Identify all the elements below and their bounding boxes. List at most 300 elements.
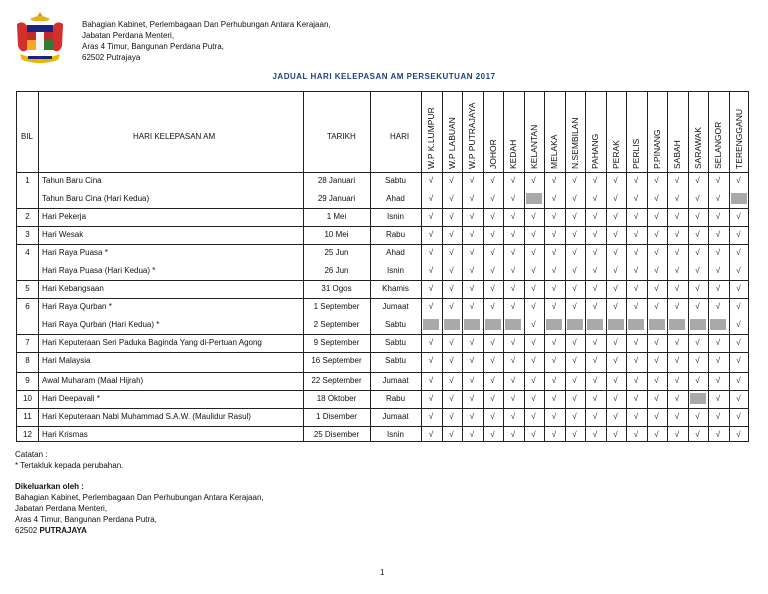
holiday-tick: √ [736, 430, 741, 439]
holiday-tick: √ [469, 212, 475, 221]
holiday-tick: √ [695, 176, 700, 185]
row-divider [17, 390, 748, 391]
row-divider [17, 208, 748, 209]
notes-text: * Tertakluk kepada perubahan. [15, 461, 124, 470]
holiday-tick: √ [490, 284, 495, 293]
holiday-date: 2 September [313, 320, 360, 329]
holiday-tick: √ [551, 412, 557, 421]
holiday-tick: √ [674, 412, 680, 421]
notes-section [15, 449, 264, 536]
holiday-tick: √ [551, 266, 557, 275]
not-holiday-cell [464, 319, 480, 330]
holiday-tick: √ [613, 176, 618, 185]
holiday-tick: √ [613, 266, 618, 275]
row-number: 7 [25, 338, 30, 347]
holiday-tick: √ [428, 302, 434, 311]
holiday-tick: √ [510, 212, 516, 221]
holiday-tick: √ [695, 430, 700, 439]
holiday-tick: √ [736, 394, 741, 403]
holiday-tick: √ [736, 412, 741, 421]
holiday-tick: √ [633, 356, 639, 365]
state-column-header: KELANTAN [528, 124, 539, 169]
holiday-tick: √ [592, 266, 598, 275]
holiday-date: 28 Januari [317, 176, 356, 185]
row-number: 10 [23, 394, 32, 403]
holiday-tick: √ [633, 248, 639, 257]
holiday-tick: √ [572, 430, 577, 439]
holiday-tick: √ [715, 212, 721, 221]
row-number: 12 [23, 430, 32, 439]
holiday-tick: √ [613, 394, 618, 403]
holiday-tick: √ [531, 394, 536, 403]
holiday-tick: √ [449, 430, 454, 439]
holiday-tick: √ [510, 412, 516, 421]
holiday-tick: √ [449, 266, 454, 275]
holiday-tick: √ [510, 230, 516, 239]
holiday-tick: √ [428, 376, 434, 385]
holiday-day: Sabtu [385, 320, 406, 329]
holiday-tick: √ [449, 194, 454, 203]
holiday-tick: √ [490, 248, 495, 257]
holiday-tick: √ [428, 394, 434, 403]
holiday-date: 25 Disember [313, 430, 360, 439]
holiday-tick: √ [674, 356, 680, 365]
holiday-date: 25 Jun [324, 248, 349, 257]
row-number: 6 [25, 302, 30, 311]
issued-by-label: Dikeluarkan oleh : [15, 482, 84, 491]
city: PUTRAJAYA [39, 526, 87, 535]
holiday-day: Ahad [386, 194, 405, 203]
state-column-header: PAHANG [590, 133, 600, 169]
holiday-date: 31 Ogos [321, 284, 352, 293]
holiday-tick: √ [510, 248, 516, 257]
holiday-tick: √ [674, 176, 680, 185]
header-divider [17, 172, 748, 173]
holiday-tick: √ [654, 376, 659, 385]
holiday-tick: √ [674, 302, 680, 311]
holiday-tick: √ [469, 356, 475, 365]
column-divider [38, 92, 39, 441]
holiday-tick: √ [674, 394, 680, 403]
holiday-tick: √ [449, 302, 454, 311]
holiday-tick: √ [490, 194, 495, 203]
holiday-tick: √ [572, 230, 577, 239]
row-divider [17, 408, 748, 409]
holiday-tick: √ [633, 338, 639, 347]
holiday-name: Hari Keputeraan Seri Paduka Baginda Yang di-Pertuan Agong [42, 338, 262, 347]
holiday-date: 22 September [311, 376, 362, 385]
holiday-name: Hari Raya Puasa * [42, 248, 108, 257]
holiday-tick: √ [633, 176, 639, 185]
holiday-tick: √ [715, 302, 721, 311]
holiday-tick: √ [715, 338, 721, 347]
row-number: 1 [25, 176, 30, 185]
not-holiday-cell [505, 319, 521, 330]
holiday-tick: √ [469, 266, 475, 275]
holiday-tick: √ [592, 176, 598, 185]
holiday-tick: √ [490, 212, 495, 221]
header-line: 62502 Putrajaya [82, 53, 141, 62]
holiday-tick: √ [551, 176, 557, 185]
not-holiday-cell [587, 319, 603, 330]
holiday-tick: √ [490, 176, 495, 185]
holiday-tick: √ [654, 194, 659, 203]
issued-by-line: Jabatan Perdana Menteri, [15, 504, 108, 513]
holiday-name: Tahun Baru Cina [42, 176, 102, 185]
holiday-tick: √ [695, 376, 700, 385]
state-column-header: KEDAH [508, 139, 518, 169]
holiday-tick: √ [592, 338, 598, 347]
not-holiday-cell [526, 193, 542, 204]
holiday-tick: √ [633, 194, 639, 203]
holiday-tick: √ [654, 356, 659, 365]
holiday-tick: √ [633, 230, 639, 239]
holiday-day: Isnin [387, 266, 404, 275]
state-column-header: SELANGOR [713, 121, 723, 169]
holiday-date: 9 September [313, 338, 360, 347]
holiday-tick: √ [695, 194, 700, 203]
issued-by-postcode-line [15, 525, 264, 536]
holiday-tick: √ [715, 266, 721, 275]
holiday-tick: √ [449, 248, 454, 257]
holiday-date: 1 Disember [316, 412, 357, 421]
holiday-tick: √ [572, 412, 577, 421]
header-line: Aras 4 Timur, Bangunan Perdana Putra, [82, 42, 224, 51]
holiday-date: 16 September [311, 356, 362, 365]
holiday-tick: √ [531, 320, 536, 329]
holiday-tick: √ [633, 284, 639, 293]
holiday-tick: √ [428, 194, 434, 203]
holiday-tick: √ [428, 338, 434, 347]
holiday-tick: √ [592, 230, 598, 239]
holiday-tick: √ [510, 302, 516, 311]
holiday-tick: √ [428, 266, 434, 275]
row-divider [17, 426, 748, 427]
holiday-tick: √ [674, 376, 680, 385]
holiday-tick: √ [674, 230, 680, 239]
not-holiday-cell [485, 319, 501, 330]
holiday-tick: √ [592, 356, 598, 365]
holiday-tick: √ [695, 302, 700, 311]
page-number: 1 [380, 568, 385, 577]
holiday-tick: √ [736, 338, 741, 347]
holiday-day: Sabtu [385, 356, 406, 365]
holiday-tick: √ [449, 284, 454, 293]
holiday-tick: √ [674, 430, 680, 439]
not-holiday-cell [649, 319, 665, 330]
holiday-day: Sabtu [385, 338, 406, 347]
holiday-tick: √ [490, 430, 495, 439]
not-holiday-cell [690, 319, 706, 330]
not-holiday-cell [710, 319, 726, 330]
holiday-tick: √ [674, 338, 680, 347]
holiday-tick: √ [531, 266, 536, 275]
page-title: JADUAL HARI KELEPASAN AM PERSEKUTUAN 2017 [272, 72, 496, 81]
column-header-holiday: HARI KELEPASAN AM [133, 132, 216, 141]
holiday-tick: √ [715, 194, 721, 203]
holiday-name: Hari Raya Qurban * [42, 302, 112, 311]
holiday-tick: √ [674, 248, 680, 257]
holiday-tick: √ [490, 266, 495, 275]
holiday-tick: √ [449, 412, 454, 421]
column-header-day: HARI [390, 132, 410, 141]
holiday-tick: √ [510, 284, 516, 293]
not-holiday-cell [608, 319, 624, 330]
holiday-tick: √ [654, 176, 659, 185]
holiday-tick: √ [654, 412, 659, 421]
holiday-name: Hari Raya Puasa (Hari Kedua) * [42, 266, 156, 275]
holiday-tick: √ [715, 356, 721, 365]
holiday-table [16, 91, 749, 442]
holiday-date: 1 September [313, 302, 360, 311]
holiday-tick: √ [469, 412, 475, 421]
holiday-tick: √ [613, 248, 618, 257]
holiday-tick: √ [428, 430, 434, 439]
row-number: 3 [25, 230, 30, 239]
holiday-tick: √ [449, 356, 454, 365]
holiday-tick: √ [613, 302, 618, 311]
holiday-tick: √ [469, 194, 475, 203]
malaysia-coat-of-arms-logo [14, 10, 66, 68]
holiday-tick: √ [654, 284, 659, 293]
holiday-day: Jumaat [382, 412, 409, 421]
holiday-name: Hari Pekerja [42, 212, 87, 221]
holiday-tick: √ [654, 302, 659, 311]
holiday-tick: √ [592, 394, 598, 403]
holiday-tick: √ [510, 430, 516, 439]
holiday-tick: √ [572, 284, 577, 293]
state-column-header: MELAKA [549, 134, 559, 169]
holiday-tick: √ [572, 194, 577, 203]
holiday-tick: √ [715, 376, 721, 385]
holiday-tick: √ [531, 376, 536, 385]
holiday-tick: √ [510, 194, 516, 203]
holiday-tick: √ [736, 230, 741, 239]
holiday-tick: √ [469, 230, 475, 239]
holiday-tick: √ [510, 266, 516, 275]
holiday-tick: √ [551, 230, 557, 239]
holiday-name: Hari Malaysia [42, 356, 91, 365]
holiday-tick: √ [695, 266, 700, 275]
holiday-tick: √ [613, 430, 618, 439]
holiday-name: Hari Raya Qurban (Hari Kedua) * [42, 320, 160, 329]
holiday-tick: √ [531, 284, 536, 293]
holiday-day: Rabu [385, 230, 406, 239]
header-line: Jabatan Perdana Menteri, [82, 31, 175, 40]
holiday-tick: √ [674, 284, 680, 293]
row-divider [17, 280, 748, 281]
state-column-header: W.P K.LUMPUR [426, 107, 436, 169]
holiday-tick: √ [551, 356, 557, 365]
holiday-tick: √ [633, 394, 639, 403]
row-divider [17, 334, 748, 335]
state-column-header: PERAK [610, 140, 621, 169]
state-column-header: N.SEMBILAN [569, 117, 580, 169]
holiday-tick: √ [715, 430, 721, 439]
holiday-tick: √ [490, 412, 495, 421]
holiday-date: 29 Januari [317, 194, 356, 203]
state-column-header: P.PINANG [651, 129, 662, 169]
holiday-tick: √ [633, 412, 639, 421]
holiday-tick: √ [551, 302, 557, 311]
holiday-name: Hari Deepavali * [42, 394, 100, 403]
row-number: 2 [25, 212, 30, 221]
holiday-tick: √ [654, 230, 659, 239]
holiday-date: 1 Mei [326, 212, 347, 221]
holiday-tick: √ [510, 376, 516, 385]
holiday-tick: √ [449, 338, 454, 347]
holiday-tick: √ [633, 430, 639, 439]
holiday-tick: √ [592, 412, 598, 421]
holiday-tick: √ [633, 212, 639, 221]
holiday-date: 26 Jun [324, 266, 349, 275]
holiday-day: Khamis [382, 284, 409, 293]
holiday-tick: √ [510, 356, 516, 365]
holiday-tick: √ [510, 338, 516, 347]
not-holiday-cell [423, 319, 439, 330]
not-holiday-cell [546, 319, 562, 330]
holiday-tick: √ [531, 356, 536, 365]
state-column-header: W.P PUTRAJAYA [467, 102, 477, 169]
row-divider [17, 244, 748, 245]
issued-by-line: Bahagian Kabinet, Perlembagaan Dan Perhubungan Antara Kerajaan, [15, 493, 264, 502]
holiday-tick: √ [469, 248, 475, 257]
holiday-name: Tahun Baru Cina (Hari Kedua) [42, 194, 150, 203]
issued-by-line: Aras 4 Timur, Bangunan Perdana Putra, [15, 515, 157, 524]
holiday-name: Hari Wesak [42, 230, 84, 239]
not-holiday-cell [669, 319, 685, 330]
holiday-tick: √ [428, 212, 434, 221]
holiday-tick: √ [531, 230, 536, 239]
holiday-tick: √ [654, 212, 659, 221]
holiday-tick: √ [572, 248, 577, 257]
holiday-date: 18 Oktober [316, 394, 357, 403]
holiday-tick: √ [449, 176, 454, 185]
row-divider [17, 298, 748, 299]
holiday-name: Hari Keputeraan Nabi Muhammad S.A.W. (Maulidur Rasul) [42, 412, 251, 421]
holiday-tick: √ [469, 176, 475, 185]
holiday-tick: √ [613, 356, 618, 365]
holiday-tick: √ [715, 230, 721, 239]
holiday-tick: √ [428, 284, 434, 293]
row-number: 8 [25, 356, 30, 365]
holiday-tick: √ [592, 194, 598, 203]
holiday-tick: √ [715, 248, 721, 257]
holiday-tick: √ [469, 376, 475, 385]
holiday-day: Isnin [387, 212, 404, 221]
holiday-tick: √ [510, 394, 516, 403]
holiday-tick: √ [531, 248, 536, 257]
holiday-tick: √ [551, 248, 557, 257]
holiday-tick: √ [736, 356, 741, 365]
state-column-header: PERLIS [631, 138, 641, 169]
holiday-tick: √ [592, 302, 598, 311]
column-header-bil: BIL [21, 132, 34, 141]
not-holiday-cell [731, 193, 747, 204]
holiday-tick: √ [469, 284, 475, 293]
holiday-day: Rabu [385, 394, 406, 403]
holiday-tick: √ [572, 376, 577, 385]
holiday-tick: √ [695, 338, 700, 347]
holiday-tick: √ [551, 338, 557, 347]
holiday-tick: √ [695, 230, 700, 239]
holiday-tick: √ [592, 248, 598, 257]
holiday-tick: √ [531, 302, 536, 311]
state-column-header: JOHOR [487, 139, 498, 169]
state-column-header: SABAH [672, 140, 682, 169]
holiday-tick: √ [551, 430, 557, 439]
holiday-day: Ahad [386, 248, 405, 257]
holiday-tick: √ [695, 284, 700, 293]
holiday-name: Awal Muharam (Maal Hijrah) [42, 376, 144, 385]
holiday-tick: √ [715, 176, 721, 185]
holiday-date: 10 Mei [324, 230, 349, 239]
holiday-tick: √ [551, 194, 557, 203]
holiday-tick: √ [613, 230, 618, 239]
row-divider [17, 372, 748, 373]
holiday-tick: √ [428, 176, 434, 185]
holiday-tick: √ [633, 376, 639, 385]
holiday-day: Jumaat [382, 302, 409, 311]
holiday-tick: √ [572, 266, 577, 275]
notes-label: Catatan : [15, 450, 48, 459]
holiday-tick: √ [695, 356, 700, 365]
holiday-tick: √ [449, 212, 454, 221]
holiday-tick: √ [531, 212, 536, 221]
holiday-tick: √ [633, 302, 639, 311]
postcode: 62502 [15, 526, 38, 535]
not-holiday-cell [567, 319, 583, 330]
row-number: 4 [25, 248, 30, 257]
holiday-tick: √ [695, 412, 700, 421]
holiday-tick: √ [613, 338, 618, 347]
state-column-header: W.P LABUAN [446, 117, 457, 169]
holiday-tick: √ [469, 338, 475, 347]
holiday-tick: √ [654, 266, 659, 275]
holiday-tick: √ [490, 338, 495, 347]
holiday-tick: √ [592, 284, 598, 293]
holiday-tick: √ [551, 212, 557, 221]
holiday-tick: √ [592, 430, 598, 439]
row-divider [17, 226, 748, 227]
holiday-tick: √ [428, 230, 434, 239]
holiday-tick: √ [613, 284, 618, 293]
holiday-tick: √ [715, 394, 721, 403]
holiday-day: Jumaat [382, 376, 409, 385]
holiday-tick: √ [428, 412, 434, 421]
holiday-tick: √ [736, 376, 741, 385]
holiday-tick: √ [490, 230, 495, 239]
holiday-tick: √ [736, 320, 741, 329]
holiday-tick: √ [572, 302, 577, 311]
holiday-tick: √ [469, 394, 475, 403]
holiday-day: Sabtu [385, 176, 406, 185]
header-line: Bahagian Kabinet, Perlembagaan Dan Perhubungan Antara Kerajaan, [82, 20, 331, 29]
holiday-tick: √ [736, 284, 741, 293]
holiday-tick: √ [551, 284, 557, 293]
holiday-tick: √ [572, 394, 577, 403]
holiday-tick: √ [531, 412, 536, 421]
holiday-tick: √ [613, 376, 618, 385]
holiday-tick: √ [736, 176, 741, 185]
holiday-tick: √ [736, 302, 741, 311]
holiday-tick: √ [654, 338, 659, 347]
holiday-tick: √ [736, 266, 741, 275]
holiday-tick: √ [449, 376, 454, 385]
holiday-tick: √ [695, 248, 700, 257]
holiday-tick: √ [674, 212, 680, 221]
holiday-tick: √ [572, 356, 577, 365]
